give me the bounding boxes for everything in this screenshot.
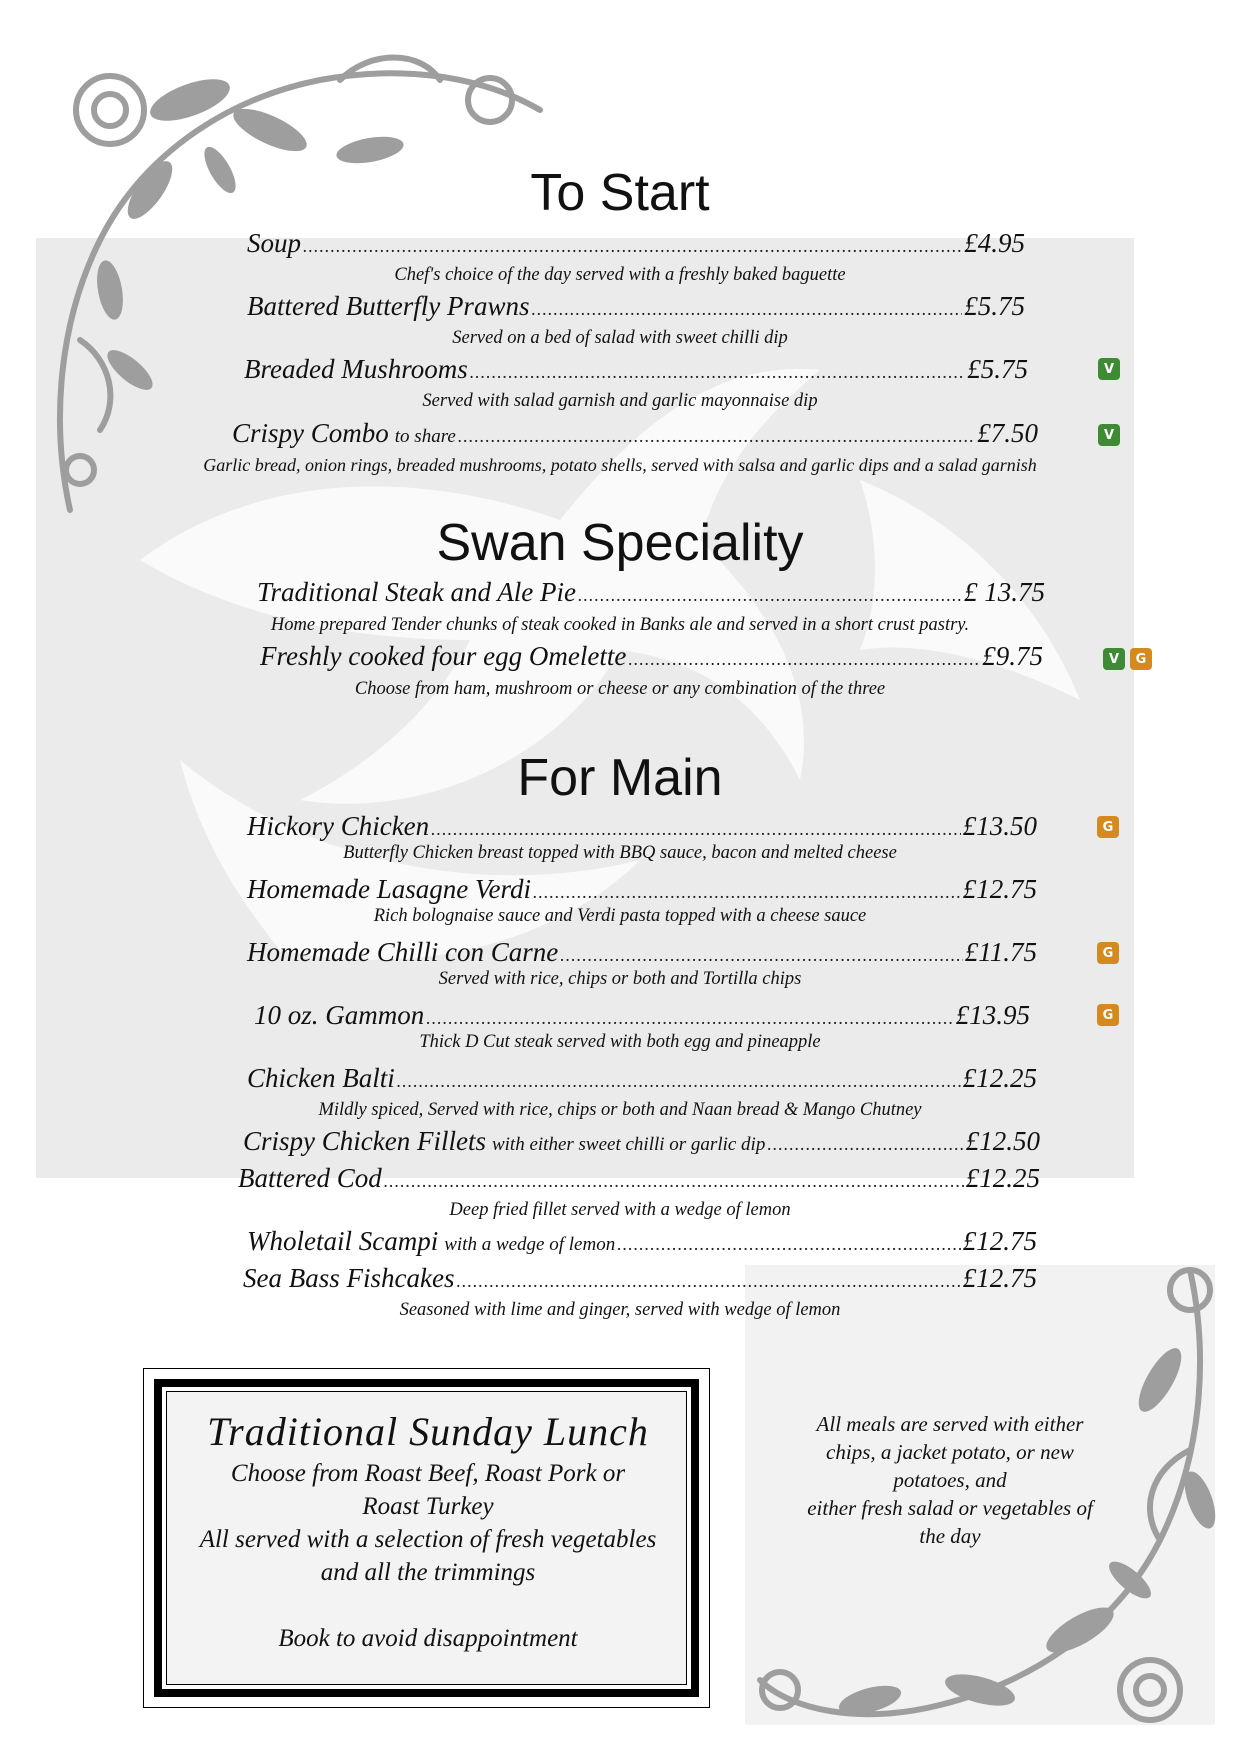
menu-item-wholetail-scampi: Wholetail Scampi with a wedge of lemon ..... £12.75 (247, 1226, 1037, 1257)
item-description: Rich bolognaise sauce and Verdi pasta topped with a cheese sauce (373, 906, 867, 926)
item-description: Choose from ham, mushroom or cheese or any combination of the three (354, 679, 886, 699)
vegetarian-icon: V (1103, 648, 1125, 670)
menu-item-lasagne-verdi: Homemade Lasagne Verdi ..... £12.75 (247, 874, 1037, 905)
sunday-lunch-title: Traditional Sunday Lunch (207, 1409, 649, 1454)
item-description: Seasoned with lime and ginger, served with wedge of lemon (399, 1300, 841, 1320)
item-description: Served with rice, chips or both and Tortilla chips (438, 969, 802, 989)
vegetarian-icon: V (1098, 424, 1120, 446)
item-description: Thick D Cut steak served with both egg and pineapple (419, 1032, 821, 1052)
gluten-free-icon: G (1097, 1004, 1119, 1026)
item-description: Deep fried fillet served with a wedge of lemon (449, 1200, 791, 1220)
gluten-free-icon: G (1097, 816, 1119, 838)
menu-item-battered-butterfly-prawns: Battered Butterfly Prawns ..... £5.75 (247, 291, 1025, 322)
menu-item-hickory-chicken: Hickory Chicken ..... £13.50 (247, 811, 1037, 842)
item-description: Garlic bread, onion rings, breaded mushrooms, potato shells, served with salsa and garlic dips and a salad garnish (203, 455, 1037, 475)
item-description: Served with salad garnish and garlic mayonnaise dip (422, 391, 818, 411)
section-title-swan-speciality: Swan Speciality (436, 514, 804, 572)
section-title-for-main: For Main (517, 749, 723, 807)
menu-item-steak-and-ale-pie: Traditional Steak and Ale Pie ..... £ 13.75 (257, 577, 1045, 608)
item-description: Mildly spiced, Served with rice, chips or both and Naan bread & Mango Chutney (318, 1100, 922, 1120)
item-description: Served on a bed of salad with sweet chilli dip (452, 328, 788, 348)
vegetarian-icon: V (1098, 358, 1120, 380)
menu-item-chicken-balti: Chicken Balti ..... £12.25 (247, 1063, 1037, 1094)
menu-item-crispy-combo: Crispy Combo to share ..... £7.50 (232, 418, 1038, 449)
sunday-line: and all the trimmings (320, 1559, 536, 1586)
item-description: Chef's choice of the day served with a freshly baked baguette (394, 265, 846, 285)
menu-item-gammon: 10 oz. Gammon ..... £13.95 (254, 1000, 1030, 1031)
item-description: Butterfly Chicken breast topped with BBQ sauce, bacon and melted cheese (343, 843, 897, 863)
accompaniments-note: All meals are served with either chips, a jacket potato, or new potatoes, and either fresh salad or vegetables of the day (807, 1412, 1093, 1548)
menu-item-omelette: Freshly cooked four egg Omelette ..... £9.75 (260, 641, 1043, 672)
sunday-line: All served with a selection of fresh vegetables (199, 1526, 657, 1553)
menu-item-soup: Soup ..... £4.95 (247, 228, 1025, 259)
gluten-free-icon: G (1130, 648, 1152, 670)
sunday-booking-note: Book to avoid disappointment (278, 1625, 578, 1652)
item-description: Home prepared Tender chunks of steak cooked in Banks ale and served in a short crust pastry. (270, 615, 970, 635)
menu-item-sea-bass-fishcakes: Sea Bass Fishcakes ..... £12.75 (243, 1263, 1037, 1294)
sunday-lunch-box (183, 1408, 673, 1693)
menu-item-chilli-con-carne: Homemade Chilli con Carne ..... £11.75 (247, 937, 1037, 968)
sunday-line: Choose from Roast Beef, Roast Pork or (230, 1460, 626, 1487)
menu-item-breaded-mushrooms: Breaded Mushrooms ..... £5.75 (244, 354, 1028, 385)
menu-item-crispy-chicken-fillets: Crispy Chicken Fillets with either sweet chilli or garlic dip ..... £12.50 (243, 1126, 1040, 1157)
section-title-to-start: To Start (530, 164, 710, 222)
sunday-line: Roast Turkey (362, 1493, 494, 1520)
menu-item-battered-cod: Battered Cod ..... £12.25 (238, 1163, 1040, 1194)
gluten-free-icon: G (1097, 942, 1119, 964)
